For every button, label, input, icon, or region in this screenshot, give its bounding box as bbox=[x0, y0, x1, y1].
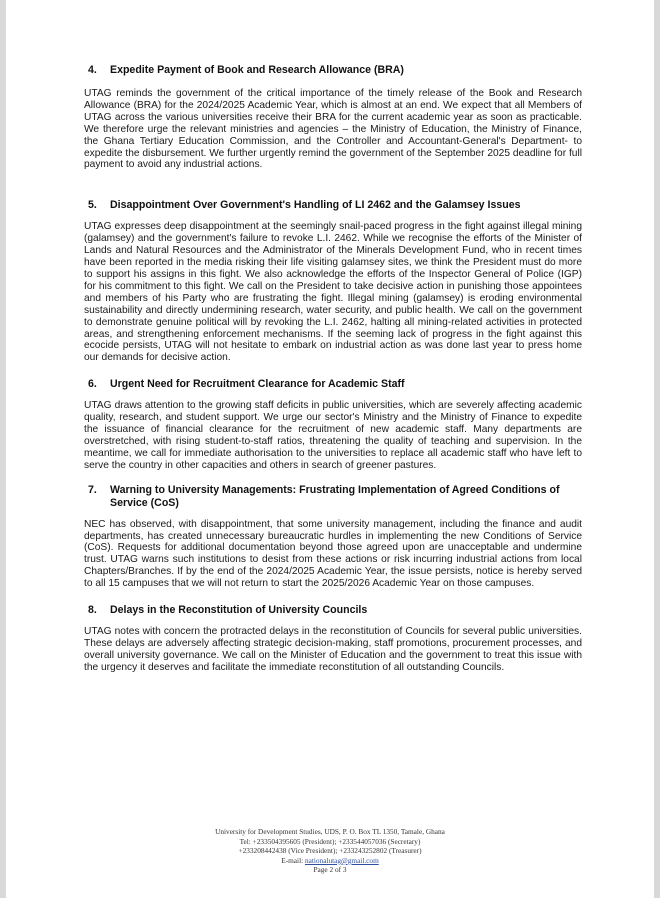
section-heading bbox=[84, 199, 582, 212]
page-footer bbox=[6, 827, 654, 875]
section-number: 5. bbox=[88, 199, 97, 212]
section-heading bbox=[84, 604, 582, 617]
section-title: Warning to University Managements: Frustrating Implementation of Agreed Conditions of Service (CoS) bbox=[110, 483, 560, 509]
page-number: Page 2 of 3 bbox=[313, 865, 347, 875]
footer-tel-line-1: Tel: +233504395605 (President); +233544057036 (Secretary) bbox=[239, 836, 421, 846]
section-body: UTAG draws attention to the growing staff deficits in public universities, which are severely affecting academic quality, research, and student support. We urge our sector's Ministry and the Ministry of Finance to expedite the issuance of financial clearance for the recruitment of new academic staff. Many departments are overstretched, with rising student-to-staff ratios, threatening the quality of teaching and supervision. In the meantime, we call for immediate authorisation to the universities to replace all academic staff who have left to serve the country in other capacities and others in search of greener pastures. bbox=[84, 400, 582, 471]
section-body: UTAG expresses deep disappointment at the seemingly snail-paced progress in the fight against illegal mining (galamsey) and the government's failure to revoke L.I. 2462. While we recognise the efforts of the Minister of Lands and Natural Resources and the Administrator of the Minerals Development Fund, who in recent times have been reported in the media risking their life visiting galamsey sites, we think the President must do more to support his assigns in this fight. We also acknowledge the efforts of the Inspector General of Police (IGP) for his commitment to this fight. We call on the President to take decisive action in punishing those appointees and members of his Party who are frustrating the fight. Illegal mining (galamsey) is eroding environmental sustainability and directly undermining research, water security, and public health. We call on the government to demonstrate genuine political will by revoking the L.I. 2462, halting all mining-related activities in protected areas, and strengthening enforcement mechanisms. If the seeming lack of progress in the fight against this ecocide persists, UTAG will not hesitate to embark on industrial action as was done last year to press home our demands for decisive action. bbox=[84, 221, 582, 364]
section-heading bbox=[84, 378, 582, 391]
footer-email-row bbox=[6, 856, 654, 866]
section-title: Disappointment Over Government's Handling of LI 2462 and the Galamsey Issues bbox=[110, 199, 521, 212]
section-title: Expedite Payment of Book and Research Allowance (BRA) bbox=[110, 64, 404, 76]
document-body bbox=[84, 64, 582, 674]
section-7 bbox=[84, 484, 582, 590]
section-heading bbox=[84, 484, 582, 510]
section-number: 4. bbox=[88, 64, 97, 76]
section-number: 8. bbox=[88, 604, 97, 617]
footer-tel-line-2: +233208442438 (Vice President); +233243252802 (Treasurer) bbox=[238, 846, 422, 856]
section-body: UTAG reminds the government of the critical importance of the timely release of the Book and Research Allowance (BRA) for the 2024/2025 Academic Year, which is almost at an end. We expect that all Members of UTAG across the various universities receive their BRA for the current academic year as soon as practicable. We therefore urge the relevant ministries and agencies – the Ministry of Education, the Ministry of Finance, the Ghana Tertiary Education Commission, and the Controller and Accountant-General's Department- to expedite the disbursement. We further urgently remind the government of the September 2025 deadline for full payment to avoid any industrial actions. bbox=[84, 88, 582, 171]
section-body: UTAG notes with concern the protracted delays in the reconstitution of Councils for several public universities. These delays are adversely affecting strategic decision-making, staff promotions, procurement processes, and overall university governance. We call on the Minister of Education and the government to treat this issue with the urgency it deserves and facilitate the immediate reconstitution of all outstanding Councils. bbox=[84, 626, 582, 673]
document-page bbox=[6, 0, 654, 898]
footer-email-label: E-mail: bbox=[281, 855, 304, 865]
section-8 bbox=[84, 604, 582, 674]
section-6 bbox=[84, 378, 582, 471]
footer-email-link[interactable]: nationalutag@gmail.com bbox=[304, 855, 379, 865]
section-5 bbox=[84, 199, 582, 364]
section-title: Delays in the Reconstitution of University Councils bbox=[110, 604, 368, 617]
footer-address: University for Development Studies, UDS, P. O. Box TL 1350, Tamale, Ghana bbox=[215, 827, 445, 836]
section-heading bbox=[84, 64, 582, 77]
section-title: Urgent Need for Recruitment Clearance for Academic Staff bbox=[110, 378, 405, 391]
section-number: 6. bbox=[88, 378, 97, 391]
section-4 bbox=[84, 64, 582, 171]
section-body: NEC has observed, with disappointment, that some university management, including the finance and audit departments, has created unnecessary bureaucratic hurdles in implementing the new Conditions of Service (CoS). Requests for additional documentation beyond those agreed upon are unacceptable and undermine trust. UTAG warns such institutions to desist from these actions or risk incurring industrial actions from local Chapters/Branches. If by the end of the 2024/2025 Academic Year, the issue persists, notice is hereby served to all 15 campuses that we will not return to start the 2025/2026 Academic Year on those campuses. bbox=[84, 518, 582, 590]
section-number: 7. bbox=[88, 483, 97, 496]
